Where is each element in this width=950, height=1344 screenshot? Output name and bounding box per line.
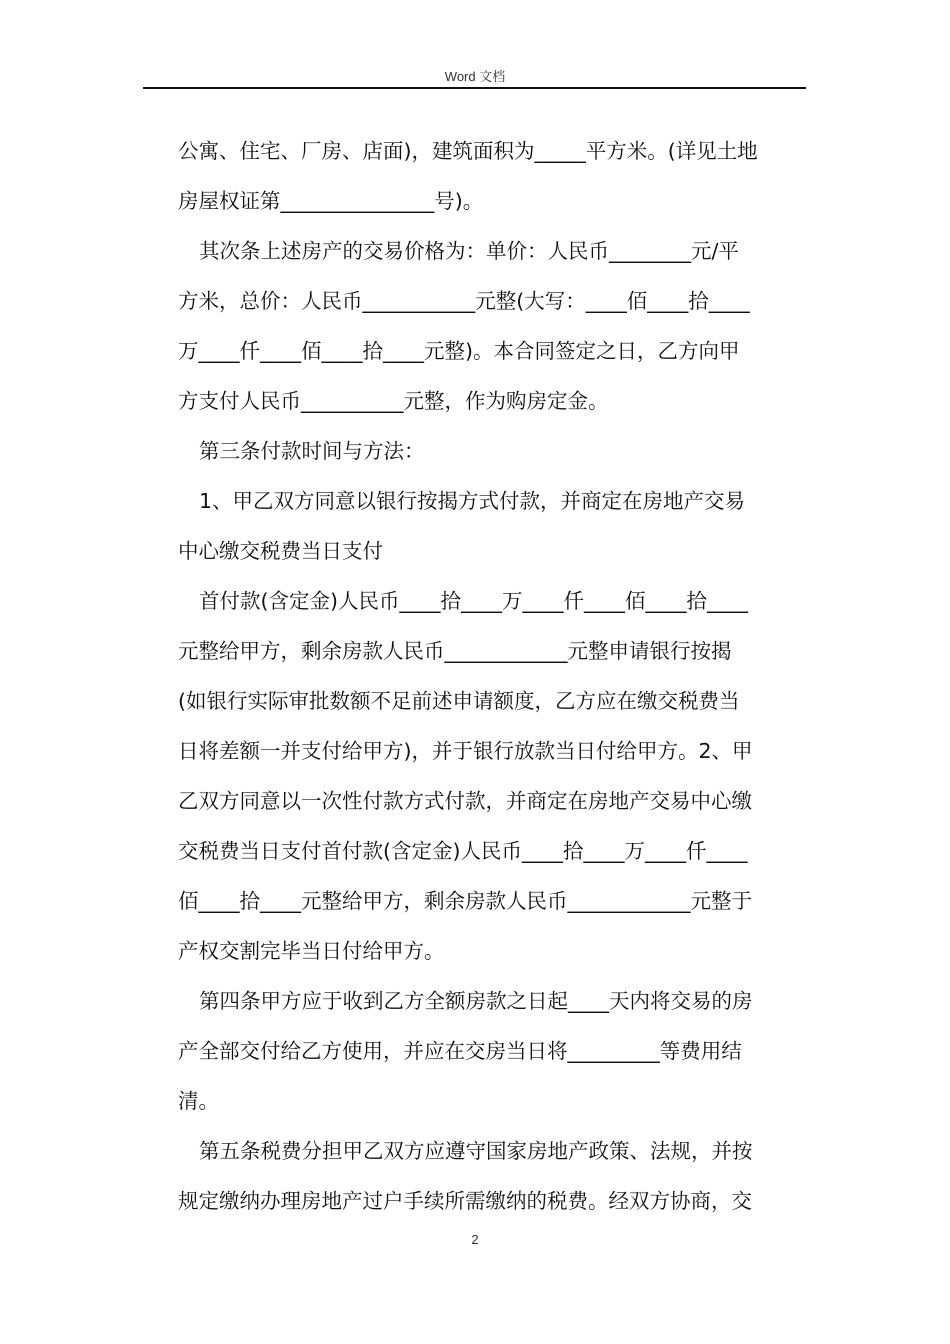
body-line: 元整给甲方，剩余房款人民币____________元整申请银行按揭 (178, 639, 732, 663)
body-line: 交税费当日支付首付款(含定金)人民币____拾____万____仟____ (178, 839, 748, 863)
document-body (178, 126, 808, 1226)
body-line: 首付款(含定金)人民币____拾____万____仟____佰____拾____ (199, 589, 748, 613)
body-line: (如银行实际审批数额不足前述申请额度，乙方应在缴交税费当 (178, 689, 740, 713)
body-line: 方支付人民币__________元整，作为购房定金。 (178, 389, 609, 413)
body-line: 第五条税费分担甲乙双方应遵守国家房地产政策、法规，并按 (199, 1139, 753, 1163)
page-number: 2 (471, 1232, 479, 1247)
body-line: 产权交割完毕当日付给甲方。 (178, 939, 445, 963)
body-line: 万____仟____佰____拾____元整)。本合同签定之日，乙方向甲 (178, 339, 740, 363)
body-line: 第三条付款时间与方法： (199, 439, 425, 463)
body-line: 清。 (178, 1089, 219, 1113)
body-line: 公寓、住宅、厂房、店面)，建筑面积为_____平方米。(详见土地 (178, 139, 758, 163)
body-line: 佰____拾____元整给甲方，剩余房款人民币____________元整于 (178, 889, 752, 913)
body-line: 乙双方同意以一次性付款方式付款，并商定在房地产交易中心缴 (178, 789, 752, 813)
body-line: 中心缴交税费当日支付 (178, 539, 383, 563)
body-line: 日将差额一并支付给甲方)，并于银行放款当日付给甲方。2、甲 (178, 739, 753, 763)
body-line: 方米，总价：人民币___________元整(大写：____佰____拾____ (178, 289, 750, 313)
body-line: 第四条甲方应于收到乙方全额房款之日起____天内将交易的房 (199, 989, 753, 1013)
body-line: 规定缴纳办理房地产过户手续所需缴纳的税费。经双方协商，交 (178, 1189, 752, 1213)
body-line: 产全部交付给乙方使用，并应在交房当日将_________等费用结 (178, 1039, 742, 1063)
header-divider (143, 87, 806, 89)
body-line: 1、甲乙双方同意以银行按揭方式付款，并商定在房地产交易 (199, 489, 746, 513)
body-line: 其次条上述房产的交易价格为：单价：人民币________元/平 (199, 239, 739, 263)
header-title: Word 文档 (444, 69, 506, 84)
body-line: 房屋权证第_______________号)。 (178, 189, 484, 213)
